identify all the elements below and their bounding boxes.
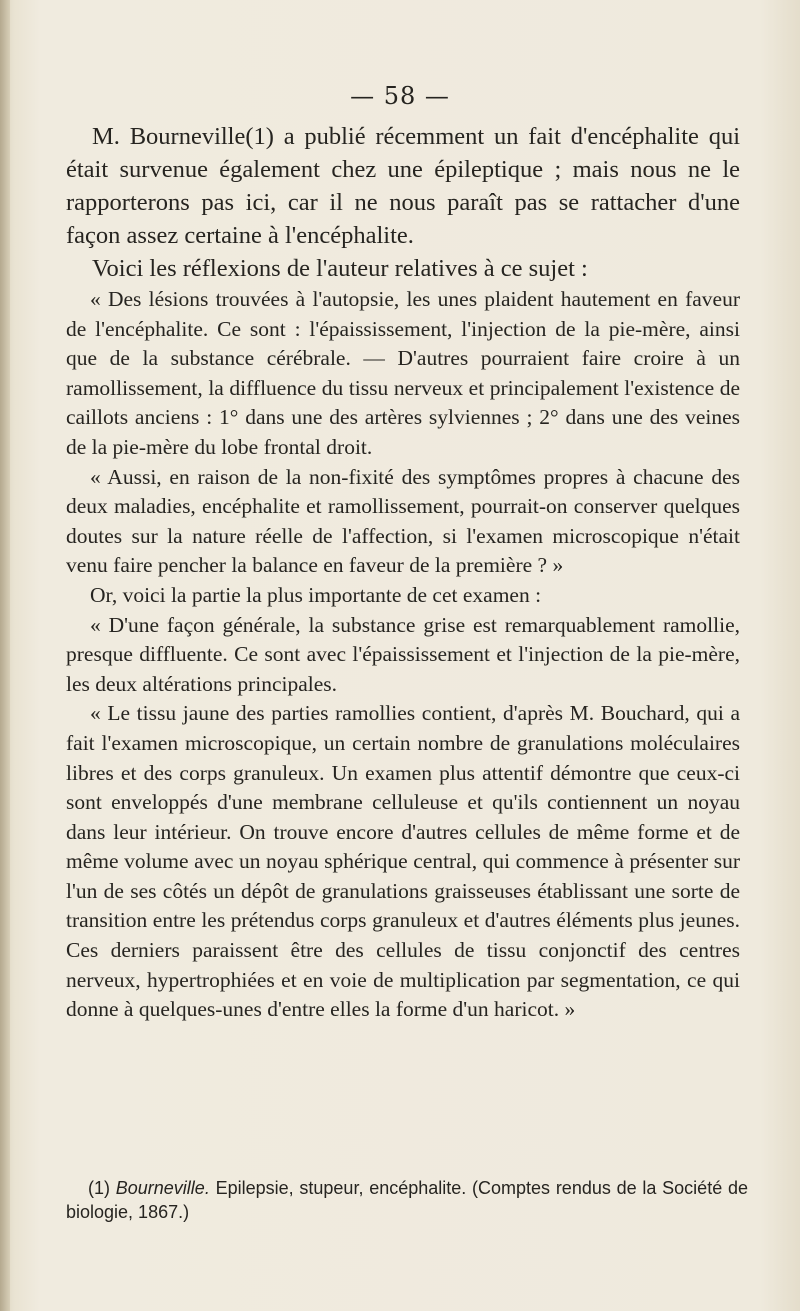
quoted-passage: [66, 285, 740, 1025]
quote-paragraph: « Le tissu jaune des parties ramollies contient, d'après M. Bouchard, qui a fait l'examen microscopique, un certain nombre de granulations moléculaires libres et des corps granuleux. Un examen plus attentif démontre que ceux-ci sont enveloppés d'une membrane celluleuse et qu'ils contiennent un noyau dans leur intérieur. On trouve encore d'autres cellules de même forme et de même volume avec un noyau sphérique central, qui commence à présenter sur l'un de ses côtés un dépôt de granulations graisseuses établissant une sorte de transition entre les prétendus corps granuleux et d'autres éléments plus jeunes. Ces derniers paraissent être des cellules de tissu conjonctif des centres nerveux, hypertrophiées et en voie de multiplication par segmentation, ce qui donne à quelques-unes d'entre elles la forme d'un haricot. »: [66, 701, 740, 1022]
intro-paragraph: Voici les réflexions de l'auteur relatives à ce sujet :: [92, 255, 588, 282]
footnote-text: Epilepsie, stupeur, encéphalite. (Comptes rendus de la Société de biologie, 1867.): [66, 1178, 748, 1222]
footnote-author: Bourneville.: [115, 1178, 210, 1198]
footnote-marker: (1): [88, 1178, 110, 1198]
intro-text: [66, 120, 740, 285]
page-gutter: [0, 0, 10, 1311]
quote-paragraph: « Des lésions trouvées à l'autopsie, les unes plaident hautement en faveur de l'encéphalite. Ce sont : l'épaississement, l'injection de la pie-mère, ainsi que de la substance cérébrale. — D'autres pourraient faire croire à un ramollissement, la diffluence du tissu nerveux et principalement l'existence de caillots anciens : 1° dans une des artères sylviennes ; 2° dans une des veines de la pie-mère du lobe frontal droit.: [66, 287, 740, 459]
quote-paragraph: « Aussi, en raison de la non-fixité des symptômes propres à chacune des deux maladies, encéphalite et ramollissement, pourrait-on conserver quelques doutes sur la nature réelle de l'affection, si l'examen microscopique n'était venu faire pencher la balance en faveur de la première ? »: [66, 464, 740, 578]
page-number: — 58 —: [350, 82, 450, 110]
quote-paragraph: Or, voici la partie la plus importante de cet examen :: [90, 582, 542, 607]
footnote: [66, 1176, 748, 1224]
footnote-paragraph: [66, 1176, 748, 1224]
quote-paragraph: « D'une façon générale, la substance grise est remarquablement ramollie, presque diffluente. Ce sont avec l'épaississement et l'injection de la pie-mère, les deux altérations principales.: [66, 612, 740, 696]
intro-paragraph: M. Bourneville(1) a publié récemment un fait d'encéphalite qui était survenue également chez une épileptique ; mais nous ne le rapporterons pas ici, car il ne nous paraît pas se rattacher d'une façon assez certaine à l'encéphalite.: [66, 123, 740, 249]
